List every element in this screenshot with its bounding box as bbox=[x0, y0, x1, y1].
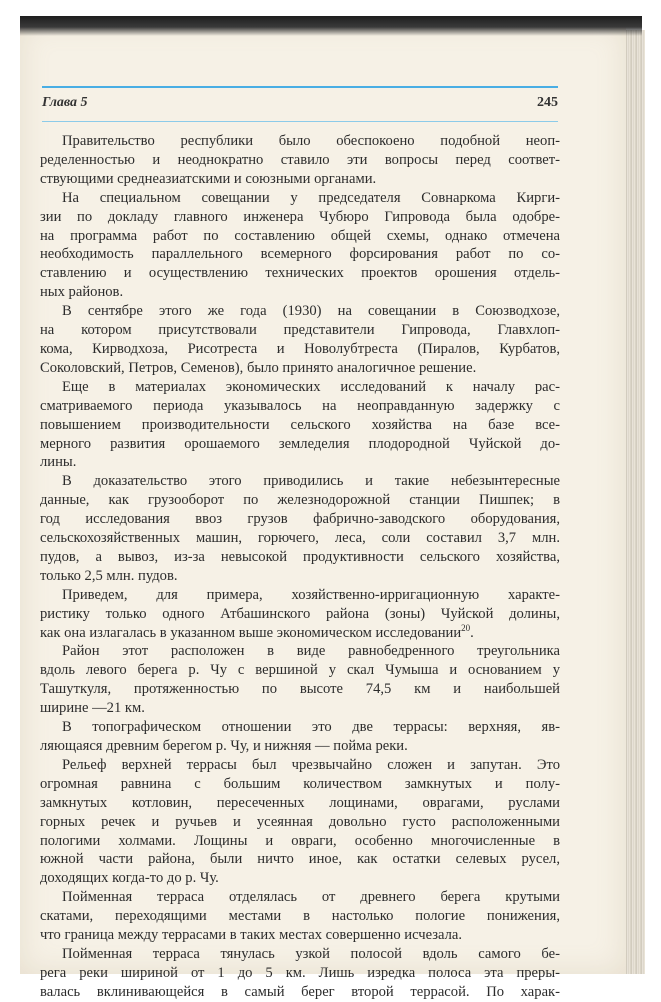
text-line: В сентябре этого же года (1930) на совещании в Союзводхозе, bbox=[62, 303, 560, 320]
text-line: на программа работ по составлению общей схемы, однако отмечена bbox=[40, 227, 560, 244]
text-line: ширине —21 км. bbox=[40, 700, 145, 717]
paragraph bbox=[40, 302, 560, 378]
text-line: Пойменная терраса отделялась от древнего берега крутыми bbox=[62, 889, 560, 906]
text-line: как она излагалась в указанном выше экономическом исследовании$^{20}$. bbox=[40, 622, 474, 641]
text-line: На специальном совещании у председателя Совнаркома Кирги- bbox=[62, 189, 560, 206]
paragraph bbox=[40, 756, 560, 888]
paragraph bbox=[40, 718, 560, 756]
page-number: 245 bbox=[537, 95, 558, 110]
text-line: что граница между террасами в таких местах совершенно исчезала. bbox=[40, 927, 463, 944]
text-line: Район этот расположен в виде равнобедренного треугольника bbox=[62, 643, 560, 660]
text-line: ных районов. bbox=[40, 284, 124, 301]
running-head bbox=[42, 95, 558, 115]
text-line: огромная равнина с большим количеством замкнутых и полу- bbox=[40, 775, 560, 792]
text-line: замкнутых котловин, пересеченных лощинами, оврагами, руслами bbox=[40, 794, 560, 811]
text-line: В доказательство этого приводились и такие небезынтересные bbox=[62, 473, 560, 490]
text-line: ставлению и осуществлению технических проектов орошения отдель- bbox=[40, 265, 560, 282]
text-line: данные, как грузооборот по железнодорожной станции Пишпек; в bbox=[40, 492, 560, 509]
text-line: В топографическом отношении это две террасы: верхняя, яв- bbox=[62, 719, 560, 736]
text-line: доходящих когда-то до р. Чу. bbox=[40, 870, 219, 887]
paragraph bbox=[40, 642, 560, 718]
text-line: скатами, переходящими местами в настолько пологие понижения, bbox=[40, 908, 560, 925]
text-line: только 2,5 млн. пудов. bbox=[40, 567, 178, 584]
text-line: ствующими среднеазиатскими и союзными органами. bbox=[40, 170, 377, 187]
text-line: Пойменная терраса тянулась узкой полосой вдоль самого бе- bbox=[62, 945, 560, 962]
text-line: повышением производительности сельского хозяйства на базе все- bbox=[40, 416, 560, 433]
text-line: год исследования ввоз грузов фабрично-заводского оборудования, bbox=[40, 511, 560, 528]
text-line: рега реки шириной от 1 до 5 км. Лишь изредка полоса эта преры- bbox=[40, 964, 560, 981]
text-line: горных речек и ручьев и усеянная довольно густо расположенными bbox=[40, 813, 560, 830]
paragraph bbox=[40, 945, 560, 1002]
paragraph bbox=[40, 472, 560, 585]
text-line: сельскохозяйственных машин, горючего, леса, соли составил 3,7 млн. bbox=[40, 530, 560, 547]
header-rule bbox=[42, 86, 558, 88]
text-line: лины. bbox=[40, 454, 77, 471]
text-line: пудов, а вывоз, из-за невысокой продуктивности сельского хозяйства, bbox=[40, 548, 560, 565]
top-shadow bbox=[20, 16, 642, 36]
text-line: мерного развития орошаемого земледелия плодородной Чуйской до- bbox=[40, 435, 560, 452]
text-line: валась вклинивающейся в самый берег второй террасой. По харак- bbox=[40, 983, 560, 1000]
text-line: ределенностью и неоднократно ставило эти вопросы перед соответ- bbox=[40, 151, 560, 168]
text-line: необходимость параллельного всемерного форсирования работ по со- bbox=[40, 246, 560, 263]
body-text bbox=[40, 132, 560, 1002]
text-line: зии по докладу главного инженера Чубюро Гипровода была одобре- bbox=[40, 208, 560, 225]
text-line: вдоль левого берега р. Чу с вершиной у скал Чумыша и основанием у bbox=[40, 662, 560, 679]
text-line: кома, Кирводхоза, Рисотреста и Новолубтреста (Пиралов, Курбатов, bbox=[40, 340, 560, 357]
chapter-label: Глава 5 bbox=[42, 95, 88, 110]
text-line: Соколовский, Петров, Семенов), было принято аналогичное решение. bbox=[40, 359, 477, 376]
text-line: Приведем, для примера, хозяйственно-ирригационную характе- bbox=[62, 586, 560, 603]
text-line: Правительство республики было обеспокоено подобной неоп- bbox=[62, 133, 560, 149]
text-line: ляющаяся древним берегом р. Чу, и нижняя — пойма реки. bbox=[40, 738, 408, 754]
paragraph bbox=[40, 586, 560, 643]
paragraph bbox=[40, 132, 560, 189]
header-rule-thin bbox=[42, 121, 558, 122]
text-line: на котором присутствовали представители Гипровода, Главхлоп- bbox=[40, 322, 560, 339]
paragraph bbox=[40, 888, 560, 945]
text-line: Ташуткуля, протяженностью по высоте 74,5 км и наибольшей bbox=[40, 681, 560, 698]
text-line: Еще в материалах экономических исследований к началу рас- bbox=[62, 378, 560, 395]
paragraph bbox=[40, 189, 560, 302]
text-line: сматриваемого периода указывалось на неоправданную задержку с bbox=[40, 397, 560, 414]
text-line: пологими холмами. Лощины и овраги, особенно многочисленные в bbox=[40, 832, 560, 849]
footnote-ref: 20 bbox=[461, 622, 471, 633]
text-line: южной части района, были ничто иное, как остатки селевых русел, bbox=[40, 851, 560, 868]
paragraph bbox=[40, 378, 560, 473]
text-line: Рельеф верхней террасы был чрезвычайно сложен и запутан. Это bbox=[62, 756, 560, 773]
text-line: ристику только одного Атбашинского района (зоны) Чуйской долины, bbox=[40, 605, 560, 622]
